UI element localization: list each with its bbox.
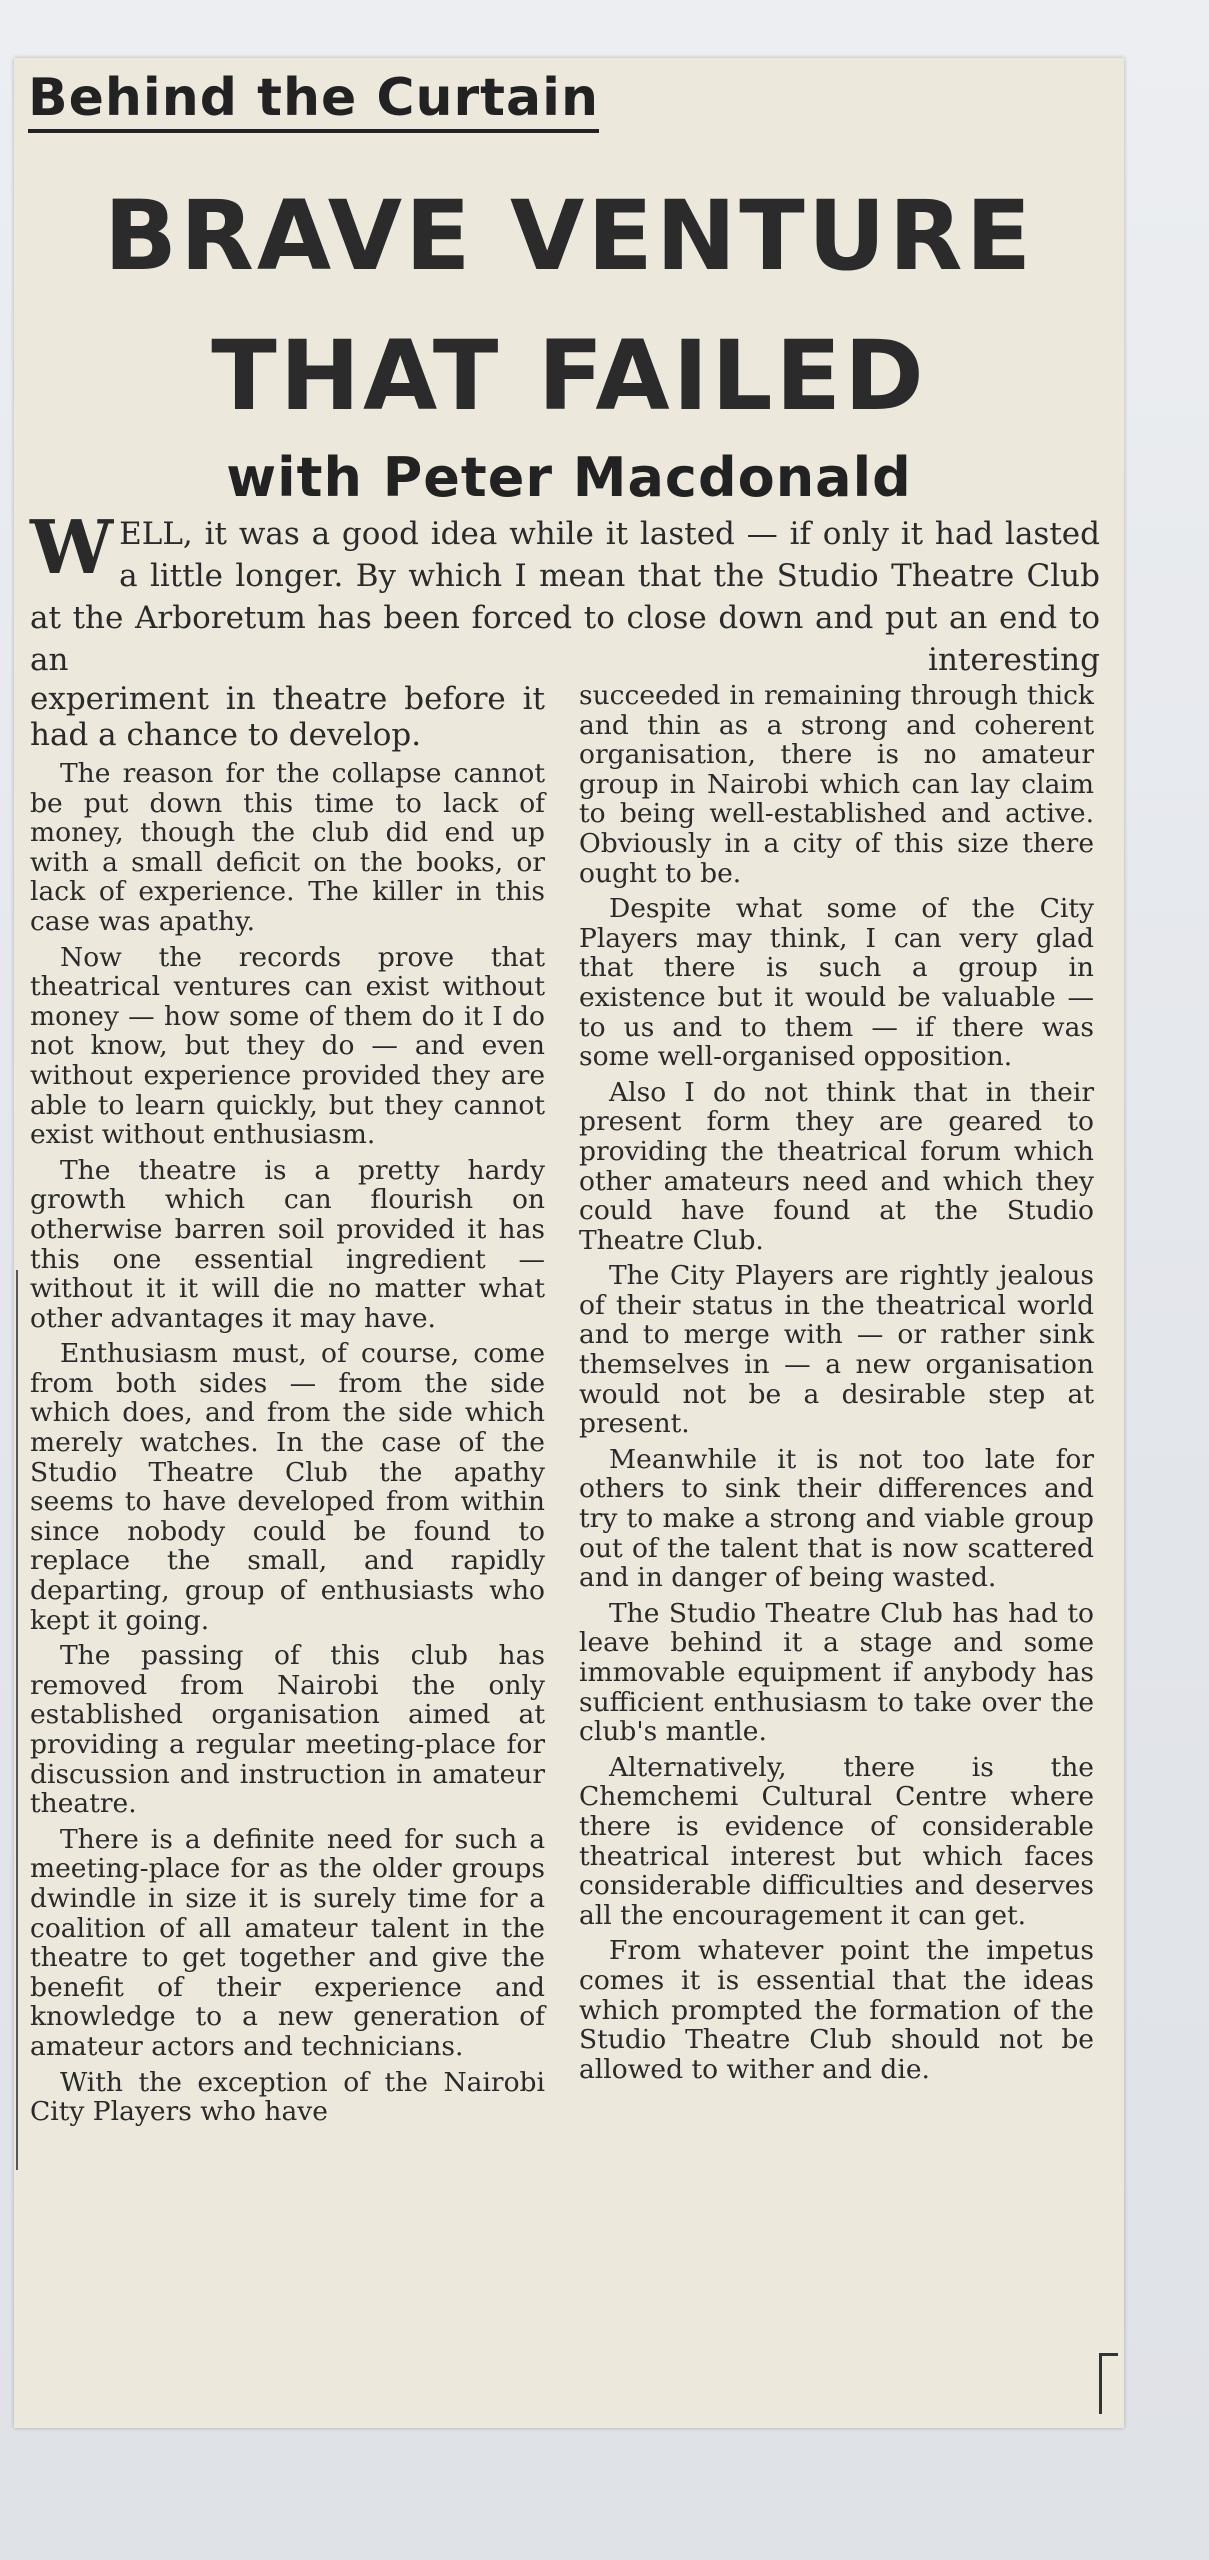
paragraph: Despite what some of the City Players may think, I can very glad that there is such a group in existence but it would be valuable — to us and to them — if there was some well-organised opposition. bbox=[579, 893, 1094, 1073]
paragraph: Now the records prove that theatrical ventures can exist without money — how some of them do it I do not know, but they do — and even without experience provided they are able to learn quickly, but they cannot exist without enthusiasm. bbox=[30, 941, 545, 1151]
paragraph: From whatever point the impetus comes it is essential that the ideas which prompted the formation of the Studio Theatre Club should not be allowed to wither and die. bbox=[579, 1935, 1094, 2085]
paragraph: The Studio Theatre Club has had to leave behind it a stage and some immovable equipment if anybody has sufficient enthusiasm to take over the club's mantle. bbox=[579, 1597, 1094, 1748]
lead-paragraph bbox=[30, 505, 1100, 681]
corner-crop-mark bbox=[1099, 2353, 1118, 2414]
paragraph: There is a definite need for such a meeting-place for as the older groups dwindle in size it is surely time for a coalition of all amateur talent in the theatre to get together and give the benefit of their experience and knowledge to a new generation of amateur actors and technicians. bbox=[30, 1823, 545, 2062]
headline-line-2: THAT FAILED bbox=[211, 320, 927, 432]
paragraph: The reason for the collapse cannot be put down this time to lack of money, though the club did end up with a small deficit on the books, or lack of experience. The killer in this case was apathy. bbox=[30, 758, 545, 937]
column-rule bbox=[16, 1270, 18, 2170]
lead-text: ELL, it was a good idea while it lasted — if only it had lasted a little longer. By which I mean that the Studio Theatre Club at the Arboretum has been forced to close down and put an end to an interesting bbox=[30, 516, 1100, 678]
drop-cap: W bbox=[30, 505, 114, 591]
right-column bbox=[579, 681, 1094, 2084]
paragraph: succeeded in remaining through thick and thin as a strong and coherent organisation, there is no amateur group in Nairobi which can lay claim to being well-established and active. Obviously in a city of this size there ought to be. bbox=[579, 680, 1094, 889]
newspaper-clipping bbox=[14, 58, 1124, 2428]
paragraph: Meanwhile it is not too late for others to sink their differences and try to make a strong and viable group out of the talent that is now scattered and in danger of being wasted. bbox=[579, 1443, 1094, 1594]
byline: with Peter Macdonald bbox=[226, 446, 912, 509]
paragraph: Alternatively, there is the Chemchemi Cultural Centre where there is evidence of considerable theatrical interest but which faces considerable difficulties and deserves all the encouragement it can get. bbox=[579, 1751, 1094, 1931]
left-column bbox=[30, 681, 545, 2127]
headline-line-1: BRAVE VENTURE bbox=[103, 180, 1035, 292]
paragraph: The passing of this club has removed from Nairobi the only established organisation aimed at providing a regular meeting-place for discussion and instruction in amateur theatre. bbox=[30, 1640, 545, 1820]
paragraph: The theatre is a pretty hardy growth which can flourish on otherwise barren soil provided it has this one essential ingredient — without it it will die no matter what other advantages it may have. bbox=[30, 1154, 545, 1334]
paragraph: experiment in theatre before it had a chance to develop. bbox=[30, 681, 545, 753]
paragraph: Also I do not think that in their present form they are geared to providing the theatrical forum which other amateurs need and which they could have found at the Studio Theatre Club. bbox=[579, 1076, 1094, 1256]
column-kicker: Behind the Curtain bbox=[28, 70, 599, 133]
paragraph: The City Players are rightly jealous of their status in the theatrical world and to merge with — or rather sink themselves in — a new organisation would not be a desirable step at present. bbox=[579, 1260, 1094, 1440]
paragraph: Enthusiasm must, of course, come from both sides — from the side which does, and from the side which merely watches. In the case of the Studio Theatre Club the apathy seems to have developed from within since nobody could be found to replace the small, and rapidly departing, group of enthusiasts who kept it going. bbox=[30, 1338, 545, 1636]
paragraph: With the exception of the Nairobi City Players who have bbox=[30, 2066, 545, 2128]
